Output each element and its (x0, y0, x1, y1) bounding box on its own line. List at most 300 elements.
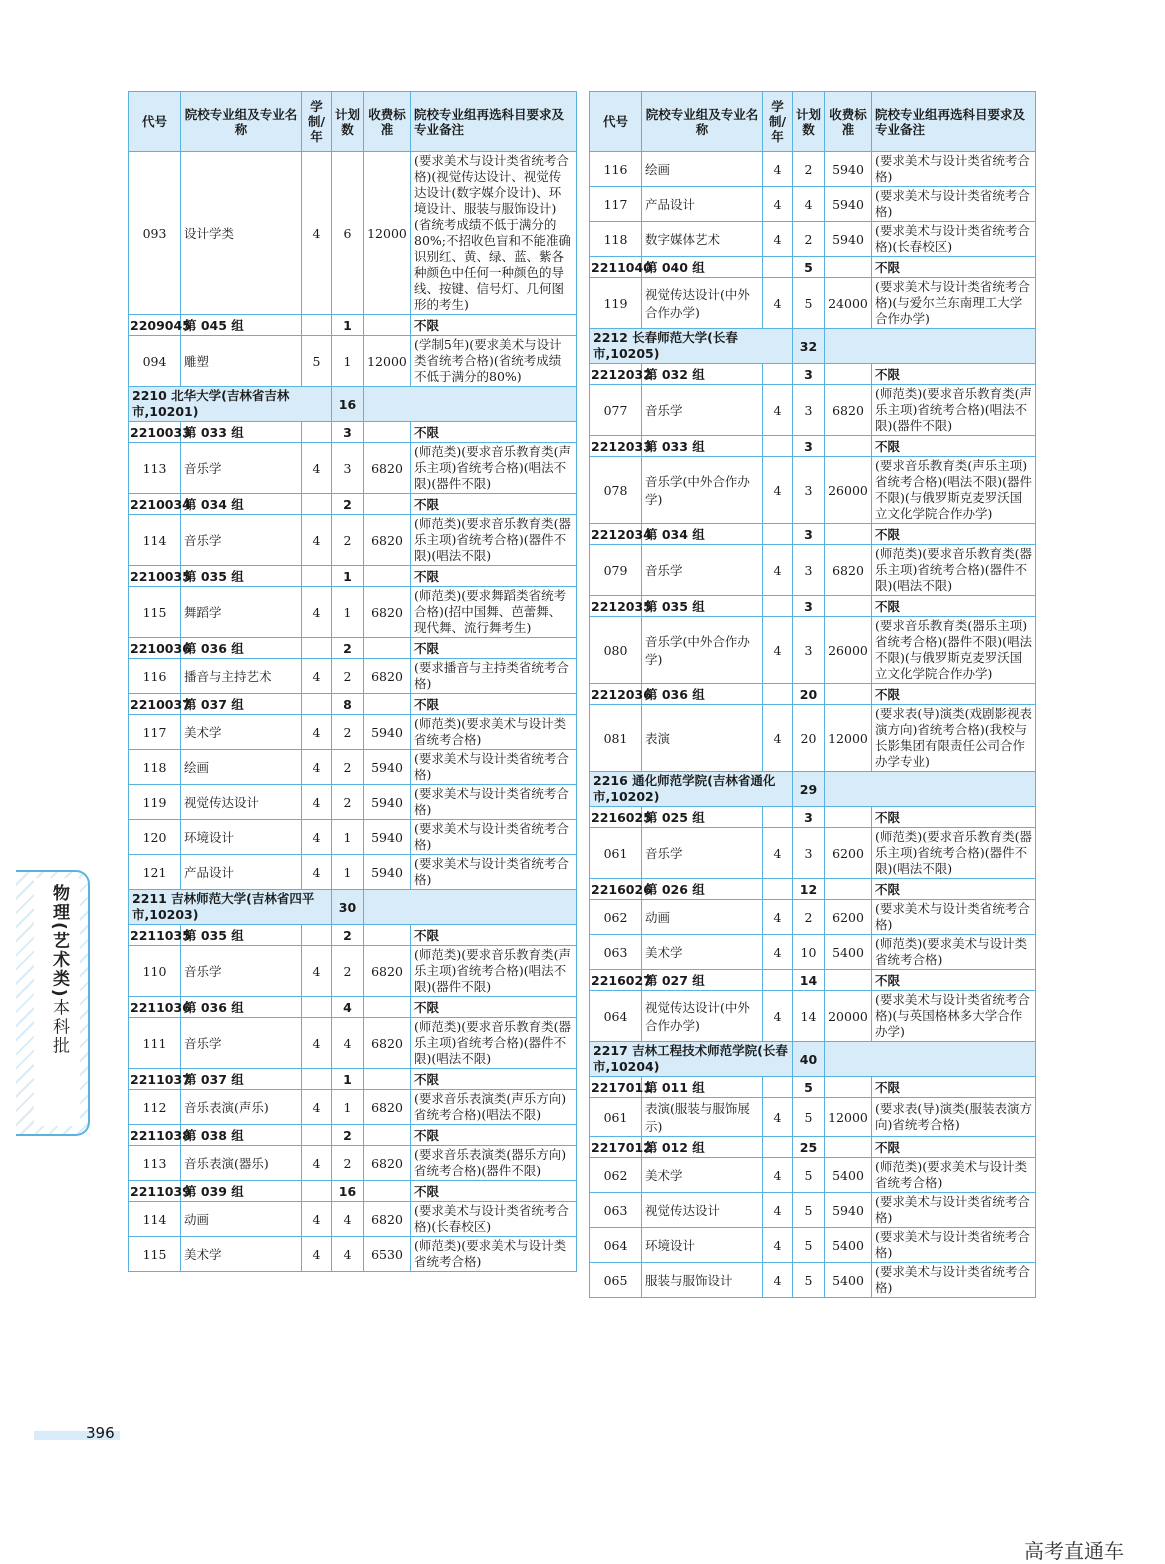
university-row (129, 387, 577, 422)
university-name: 2210 北华大学(吉林省吉林市,10201) (129, 387, 332, 422)
major-note: (要求美术与设计类省统考合格) (872, 152, 1036, 187)
major-code: 113 (129, 1146, 181, 1181)
major-fee: 5940 (364, 820, 411, 855)
major-code: 081 (590, 705, 642, 772)
major-fee: 5940 (825, 187, 872, 222)
major-years: 4 (302, 785, 332, 820)
group-row (129, 997, 577, 1018)
major-fee: 5940 (825, 152, 872, 187)
group-note: 不限 (872, 684, 1036, 705)
major-years: 4 (763, 935, 793, 970)
group-plan: 2 (332, 638, 364, 659)
group-plan: 2 (332, 494, 364, 515)
major-name: 设计学类 (181, 152, 302, 315)
group-name: 第 032 组 (642, 364, 763, 385)
major-plan: 1 (332, 855, 364, 890)
group-name: 第 036 组 (181, 997, 302, 1018)
major-name: 音乐学 (181, 443, 302, 494)
major-plan: 2 (332, 659, 364, 694)
major-note: (师范类)(要求音乐教育类(器乐主项)省统考合格)(器件不限)(唱法不限) (872, 545, 1036, 596)
group-fee-empty (364, 694, 411, 715)
group-row (590, 257, 1036, 278)
major-note: (师范类)(要求美术与设计类省统考合格) (872, 1158, 1036, 1193)
major-name: 服装与服饰设计 (642, 1263, 763, 1298)
major-fee: 5940 (364, 785, 411, 820)
major-plan: 3 (793, 545, 825, 596)
major-fee: 26000 (825, 457, 872, 524)
group-code: 2210036 (129, 638, 181, 659)
major-row (590, 900, 1036, 935)
group-fee-empty (825, 364, 872, 385)
major-fee: 12000 (825, 705, 872, 772)
header-name: 院校专业组及专业名称 (181, 92, 302, 152)
group-fee-empty (364, 925, 411, 946)
major-note: (要求音乐教育类(器乐主项)省统考合格)(器件不限)(唱法不限)(与俄罗斯克麦罗沃国立文化学院合作办学) (872, 617, 1036, 684)
major-row (590, 152, 1036, 187)
major-code: 114 (129, 1202, 181, 1237)
group-code: 2209045 (129, 315, 181, 336)
group-years-empty (302, 638, 332, 659)
major-name: 音乐学(中外合作办学) (642, 457, 763, 524)
group-years-empty (763, 1137, 793, 1158)
major-note: (要求美术与设计类省统考合格)(长春校区) (872, 222, 1036, 257)
group-years-empty (763, 970, 793, 991)
group-plan: 1 (332, 1069, 364, 1090)
group-years-empty (763, 436, 793, 457)
major-row (129, 1202, 577, 1237)
major-note: (学制5年)(要求美术与设计类省统考合格)(省统考成绩不低于满分的80%) (411, 336, 577, 387)
group-row (129, 422, 577, 443)
major-plan: 2 (793, 222, 825, 257)
major-years: 4 (763, 828, 793, 879)
header-code: 代号 (590, 92, 642, 152)
major-years: 4 (302, 1018, 332, 1069)
major-row (590, 1193, 1036, 1228)
major-row (590, 935, 1036, 970)
major-row (129, 1090, 577, 1125)
major-fee: 5940 (364, 855, 411, 890)
university-plan: 29 (793, 772, 825, 807)
major-note: (要求美术与设计类省统考合格) (872, 1263, 1036, 1298)
major-row (129, 946, 577, 997)
major-fee: 5940 (825, 222, 872, 257)
group-code: 2216025 (590, 807, 642, 828)
major-fee: 6820 (364, 1018, 411, 1069)
group-note: 不限 (411, 925, 577, 946)
major-fee: 5940 (364, 715, 411, 750)
group-row (590, 879, 1036, 900)
university-empty (825, 1042, 1036, 1077)
group-name: 第 012 组 (642, 1137, 763, 1158)
major-note: (要求美术与设计类省统考合格) (411, 820, 577, 855)
major-plan: 5 (793, 1158, 825, 1193)
major-plan: 2 (332, 515, 364, 566)
major-note: (师范类)(要求美术与设计类省统考合格) (411, 715, 577, 750)
major-row (590, 1263, 1036, 1298)
major-years: 4 (763, 991, 793, 1042)
major-code: 110 (129, 946, 181, 997)
group-fee-empty (364, 1181, 411, 1202)
major-name: 动画 (181, 1202, 302, 1237)
major-years: 4 (763, 705, 793, 772)
group-note: 不限 (872, 970, 1036, 991)
group-years-empty (302, 925, 332, 946)
major-note: (师范类)(要求音乐教育类(声乐主项)省统考合格)(唱法不限)(器件不限) (411, 946, 577, 997)
group-row (590, 524, 1036, 545)
left-admission-table (128, 91, 577, 1272)
major-plan: 2 (332, 946, 364, 997)
major-plan: 5 (793, 1228, 825, 1263)
group-name: 第 035 组 (181, 566, 302, 587)
major-name: 音乐学 (642, 828, 763, 879)
major-years: 4 (302, 820, 332, 855)
group-plan: 14 (793, 970, 825, 991)
major-plan: 1 (332, 1090, 364, 1125)
major-fee: 12000 (825, 1098, 872, 1137)
major-plan: 1 (332, 820, 364, 855)
group-code: 2210033 (129, 422, 181, 443)
major-note: (师范类)(要求舞蹈类省统考合格)(招中国舞、芭蕾舞、现代舞、流行舞考生) (411, 587, 577, 638)
group-name: 第 035 组 (642, 596, 763, 617)
major-fee: 24000 (825, 278, 872, 329)
major-note: (师范类)(要求美术与设计类省统考合格) (411, 1237, 577, 1272)
major-name: 音乐学 (181, 1018, 302, 1069)
major-code: 114 (129, 515, 181, 566)
major-row (129, 659, 577, 694)
group-plan: 3 (793, 436, 825, 457)
header-name: 院校专业组及专业名称 (642, 92, 763, 152)
major-row (590, 828, 1036, 879)
major-row (129, 443, 577, 494)
university-row (590, 772, 1036, 807)
group-plan: 3 (793, 596, 825, 617)
major-code: 115 (129, 1237, 181, 1272)
group-fee-empty (825, 970, 872, 991)
major-code: 061 (590, 1098, 642, 1137)
major-code: 078 (590, 457, 642, 524)
table-header-row (129, 92, 577, 152)
group-code: 2211040 (590, 257, 642, 278)
group-name: 第 045 组 (181, 315, 302, 336)
major-fee: 6820 (364, 659, 411, 694)
major-years: 4 (302, 515, 332, 566)
major-note: (要求表(导)演类(戏剧影视表演方向)省统考合格)(我校与长影集团有限责任公司合作办学专业) (872, 705, 1036, 772)
major-years: 4 (763, 187, 793, 222)
group-years-empty (302, 694, 332, 715)
major-plan: 3 (332, 443, 364, 494)
major-note: (要求表(导)演类(服装表演方向)省统考合格) (872, 1098, 1036, 1137)
major-fee: 6820 (825, 545, 872, 596)
major-years: 4 (763, 1098, 793, 1137)
group-plan: 12 (793, 879, 825, 900)
university-empty (825, 772, 1036, 807)
university-row (590, 329, 1036, 364)
major-plan: 1 (332, 336, 364, 387)
group-note: 不限 (411, 422, 577, 443)
group-fee-empty (825, 257, 872, 278)
major-note: (要求美术与设计类省统考合格)(视觉传达设计、视觉传达设计(数字媒介设计)、环境设计、服装与服饰设计)(省统考成绩不低于满分的80%;不招收色盲和不能准确识别红、黄、绿、蓝、紫各种颜色中任何一种颜色的导线、按键、信号灯、几何图形的考生) (411, 152, 577, 315)
group-plan: 2 (332, 1125, 364, 1146)
major-name: 动画 (642, 900, 763, 935)
major-note: (要求音乐表演类(器乐方向)省统考合格)(器件不限) (411, 1146, 577, 1181)
major-years: 4 (302, 855, 332, 890)
major-plan: 3 (793, 828, 825, 879)
group-fee-empty (825, 524, 872, 545)
group-years-empty (763, 879, 793, 900)
major-row (129, 1237, 577, 1272)
major-years: 4 (302, 587, 332, 638)
header-note: 院校专业组再选科目要求及专业备注 (872, 92, 1036, 152)
group-row (129, 1181, 577, 1202)
group-name: 第 034 组 (181, 494, 302, 515)
major-name: 绘画 (181, 750, 302, 785)
major-row (129, 336, 577, 387)
university-row (129, 890, 577, 925)
university-plan: 30 (332, 890, 364, 925)
header-fee: 收费标准 (364, 92, 411, 152)
group-name: 第 040 组 (642, 257, 763, 278)
major-row (590, 1098, 1036, 1137)
major-plan: 5 (793, 278, 825, 329)
major-years: 4 (302, 715, 332, 750)
major-row (129, 152, 577, 315)
major-name: 视觉传达设计(中外合作办学) (642, 991, 763, 1042)
major-fee: 6820 (364, 443, 411, 494)
major-note: (要求美术与设计类省统考合格) (872, 1193, 1036, 1228)
major-note: (师范类)(要求音乐教育类(器乐主项)省统考合格)(器件不限)(唱法不限) (411, 515, 577, 566)
major-fee: 6200 (825, 828, 872, 879)
major-name: 音乐学 (181, 946, 302, 997)
major-name: 美术学 (181, 1237, 302, 1272)
major-name: 表演(服装与服饰展示) (642, 1098, 763, 1137)
major-fee: 6200 (825, 900, 872, 935)
major-fee: 5400 (825, 1228, 872, 1263)
right-admission-table (589, 91, 1036, 1298)
major-years: 4 (763, 152, 793, 187)
major-row (129, 1018, 577, 1069)
major-note: (要求音乐表演类(声乐方向)省统考合格)(唱法不限) (411, 1090, 577, 1125)
major-code: 118 (129, 750, 181, 785)
major-name: 播音与主持艺术 (181, 659, 302, 694)
major-plan: 4 (332, 1237, 364, 1272)
major-note: (师范类)(要求音乐教育类(器乐主项)省统考合格)(器件不限)(唱法不限) (411, 1018, 577, 1069)
major-code: 079 (590, 545, 642, 596)
major-note: (要求美术与设计类省统考合格)(与英国格林多大学合作办学) (872, 991, 1036, 1042)
group-note: 不限 (872, 596, 1036, 617)
major-code: 063 (590, 1193, 642, 1228)
major-fee: 6820 (825, 385, 872, 436)
major-plan: 2 (793, 152, 825, 187)
major-years: 4 (763, 1193, 793, 1228)
major-note: (师范类)(要求音乐教育类(声乐主项)省统考合格)(唱法不限)(器件不限) (411, 443, 577, 494)
group-plan: 4 (332, 997, 364, 1018)
group-plan: 8 (332, 694, 364, 715)
major-years: 4 (302, 1090, 332, 1125)
major-name: 美术学 (642, 1158, 763, 1193)
major-plan: 2 (332, 1146, 364, 1181)
major-row (590, 705, 1036, 772)
major-code: 093 (129, 152, 181, 315)
university-name: 2211 吉林师范大学(吉林省四平市,10203) (129, 890, 332, 925)
major-code: 119 (590, 278, 642, 329)
major-code: 111 (129, 1018, 181, 1069)
major-name: 音乐表演(声乐) (181, 1090, 302, 1125)
group-years-empty (763, 596, 793, 617)
major-note: (要求美术与设计类省统考合格) (411, 785, 577, 820)
group-plan: 3 (793, 524, 825, 545)
major-plan: 2 (332, 750, 364, 785)
major-code: 119 (129, 785, 181, 820)
table-header-row (590, 92, 1036, 152)
major-row (590, 278, 1036, 329)
major-row (129, 855, 577, 890)
major-years: 4 (302, 1202, 332, 1237)
header-note: 院校专业组再选科目要求及专业备注 (411, 92, 577, 152)
group-fee-empty (364, 1125, 411, 1146)
group-plan: 20 (793, 684, 825, 705)
group-plan: 5 (793, 257, 825, 278)
major-note: (要求美术与设计类省统考合格)(长春校区) (411, 1202, 577, 1237)
major-name: 舞蹈学 (181, 587, 302, 638)
major-note: (要求美术与设计类省统考合格)(与爱尔兰东南理工大学合作办学) (872, 278, 1036, 329)
group-code: 2211036 (129, 997, 181, 1018)
major-note: (要求美术与设计类省统考合格) (872, 187, 1036, 222)
major-years: 4 (302, 659, 332, 694)
group-code: 2216027 (590, 970, 642, 991)
major-code: 077 (590, 385, 642, 436)
major-note: (要求美术与设计类省统考合格) (872, 1228, 1036, 1263)
group-name: 第 011 组 (642, 1077, 763, 1098)
group-fee-empty (364, 422, 411, 443)
major-fee: 20000 (825, 991, 872, 1042)
university-empty (364, 387, 577, 422)
major-row (590, 545, 1036, 596)
major-note: (师范类)(要求音乐教育类(器乐主项)省统考合格)(器件不限)(唱法不限) (872, 828, 1036, 879)
major-plan: 2 (332, 785, 364, 820)
major-note: (师范类)(要求美术与设计类省统考合格) (872, 935, 1036, 970)
side-tab-normal-label: 本科批 (49, 998, 69, 1056)
group-years-empty (763, 807, 793, 828)
group-note: 不限 (872, 524, 1036, 545)
major-row (590, 457, 1036, 524)
major-plan: 1 (332, 587, 364, 638)
major-fee: 5400 (825, 1263, 872, 1298)
major-name: 美术学 (642, 935, 763, 970)
major-code: 117 (590, 187, 642, 222)
group-plan: 2 (332, 925, 364, 946)
major-code: 094 (129, 336, 181, 387)
major-name: 音乐学 (181, 515, 302, 566)
major-name: 音乐表演(器乐) (181, 1146, 302, 1181)
group-code: 2211037 (129, 1069, 181, 1090)
major-years: 4 (763, 457, 793, 524)
group-row (590, 684, 1036, 705)
major-name: 环境设计 (642, 1228, 763, 1263)
group-note: 不限 (411, 1125, 577, 1146)
university-empty (364, 890, 577, 925)
major-years: 4 (302, 946, 332, 997)
major-plan: 3 (793, 385, 825, 436)
major-fee: 6820 (364, 1146, 411, 1181)
major-years: 4 (763, 385, 793, 436)
major-years: 4 (763, 1158, 793, 1193)
group-fee-empty (825, 1077, 872, 1098)
group-fee-empty (364, 566, 411, 587)
group-code: 2210037 (129, 694, 181, 715)
group-note: 不限 (411, 1181, 577, 1202)
group-years-empty (302, 1069, 332, 1090)
major-name: 视觉传达设计 (642, 1193, 763, 1228)
group-plan: 1 (332, 566, 364, 587)
major-name: 绘画 (642, 152, 763, 187)
major-plan: 3 (793, 617, 825, 684)
major-row (590, 1228, 1036, 1263)
major-row (590, 991, 1036, 1042)
group-fee-empty (825, 436, 872, 457)
header-plan: 计划数 (332, 92, 364, 152)
major-fee: 5400 (825, 935, 872, 970)
major-fee: 12000 (364, 336, 411, 387)
major-years: 4 (302, 1237, 332, 1272)
group-years-empty (763, 684, 793, 705)
major-note: (要求美术与设计类省统考合格) (411, 750, 577, 785)
group-fee-empty (364, 638, 411, 659)
university-plan: 40 (793, 1042, 825, 1077)
group-plan: 16 (332, 1181, 364, 1202)
group-note: 不限 (872, 879, 1036, 900)
major-fee: 6820 (364, 1090, 411, 1125)
group-code: 2212034 (590, 524, 642, 545)
major-name: 雕塑 (181, 336, 302, 387)
major-plan: 5 (793, 1193, 825, 1228)
group-code: 2211035 (129, 925, 181, 946)
group-years-empty (302, 566, 332, 587)
group-name: 第 027 组 (642, 970, 763, 991)
group-code: 2212035 (590, 596, 642, 617)
group-years-empty (763, 524, 793, 545)
group-code: 2216026 (590, 879, 642, 900)
group-years-empty (302, 1125, 332, 1146)
group-plan: 3 (793, 807, 825, 828)
group-fee-empty (364, 1069, 411, 1090)
group-note: 不限 (411, 566, 577, 587)
university-row (590, 1042, 1036, 1077)
group-fee-empty (825, 1137, 872, 1158)
major-fee: 5400 (825, 1158, 872, 1193)
header-years: 学制/年 (763, 92, 793, 152)
major-code: 062 (590, 900, 642, 935)
major-years: 4 (763, 1263, 793, 1298)
group-code: 2211038 (129, 1125, 181, 1146)
group-years-empty (763, 364, 793, 385)
group-years-empty (302, 494, 332, 515)
university-plan: 16 (332, 387, 364, 422)
university-name: 2216 通化师范学院(吉林省通化市,10202) (590, 772, 793, 807)
major-row (129, 515, 577, 566)
major-fee: 5940 (364, 750, 411, 785)
major-row (590, 1158, 1036, 1193)
major-row (129, 750, 577, 785)
major-name: 音乐学 (642, 545, 763, 596)
major-name: 美术学 (181, 715, 302, 750)
major-code: 064 (590, 1228, 642, 1263)
side-tab-bold-label: 物理(艺术类) (49, 884, 69, 999)
group-code: 2211039 (129, 1181, 181, 1202)
group-row (129, 638, 577, 659)
major-name: 产品设计 (642, 187, 763, 222)
major-plan: 2 (332, 715, 364, 750)
group-years-empty (302, 422, 332, 443)
